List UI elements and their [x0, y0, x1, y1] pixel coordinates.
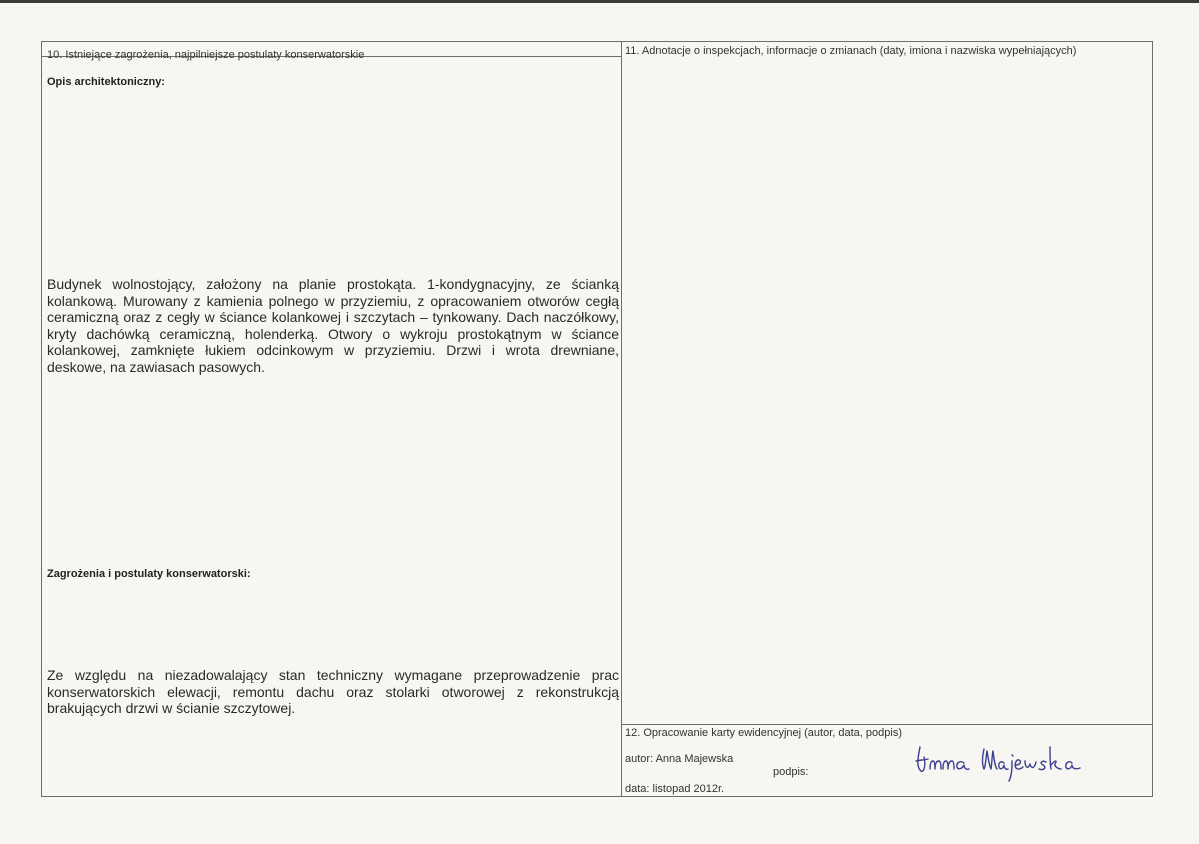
threats-description: Ze względu na niezadowalający stan techniczny wymagane przeprowadzenie prac konserwatorskich elewacji, remontu dachu oraz stolarki otworowej z rekonstrukcją brakujących drzwi w ścianie szczytowej. [47, 667, 619, 716]
record-card-form [41, 41, 1153, 797]
section-10 [42, 42, 622, 796]
threats-heading: Zagrożenia i postulaty konserwatorski: [47, 568, 251, 580]
signature-label: podpis: [773, 766, 809, 778]
section-12-header: 12. Opracowanie karty ewidencyjnej (autor, data, podpis) [625, 727, 902, 739]
architecture-heading: Opis architektoniczny: [47, 76, 165, 88]
author-field: autor: Anna Majewska [625, 753, 734, 765]
scan-top-edge [0, 0, 1199, 3]
handwritten-signature [912, 735, 1092, 785]
section-10-header-row [42, 42, 621, 61]
date-field: data: listopad 2012r. [625, 783, 725, 795]
section-10-header: 10. Istniejące zagrożenia, najpilniejsze postulaty konserwatorskie [47, 49, 365, 61]
architecture-description: Budynek wolnostojący, założony na planie prostokąta. 1-kondygnacyjny, ze ścianką kolankową. Murowany z kamienia polnego w przyziemiu, z opracowaniem otworów cegłą ceramiczną oraz z cegły w ściance kolankowej i szczytach – tynkowany. Dach naczółkowy, kryty dachówką ceramiczną, holenderką. Otwory o wykroju prostokątnym w ściance kolankowej, zamknięte łukiem odcinkowym w przyziemiu. Drzwi i wrota drewniane, deskowe, na zawiasach pasowych. [47, 276, 619, 375]
section-11-header: 11. Adnotacje o inspekcjach, informacje o zmianach (daty, imiona i nazwiska wypełniających) [625, 45, 1077, 57]
section-11 [622, 42, 1152, 796]
section-12 [622, 724, 1152, 796]
